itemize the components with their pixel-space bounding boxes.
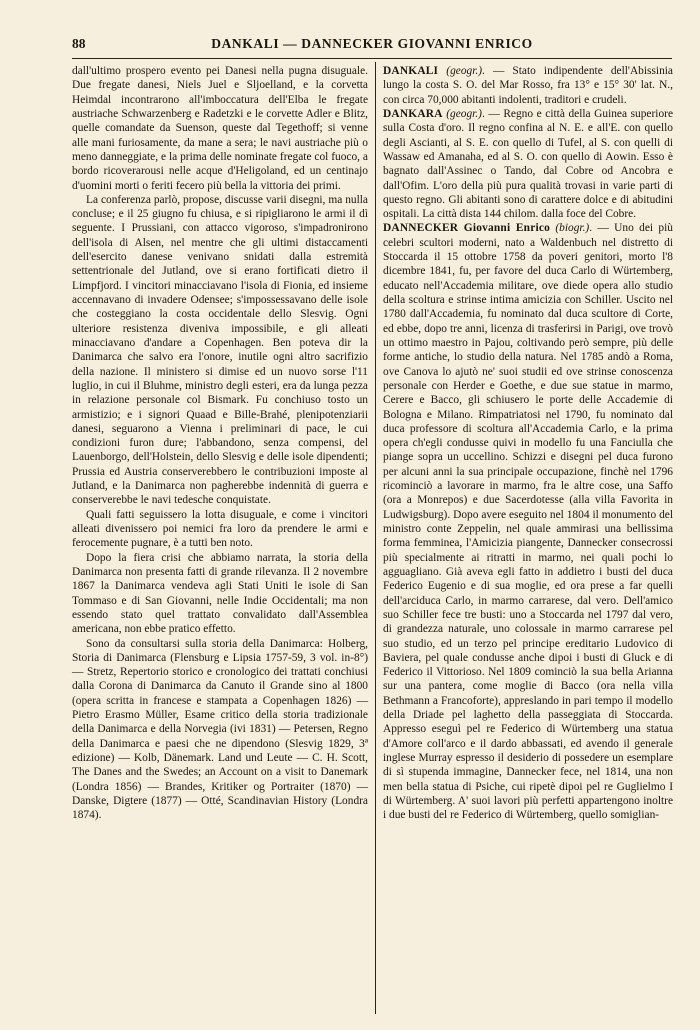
paragraph: dall'ultimo prospero evento pei Danesi nella pugna disuguale. Due fregate danesi, Niels Juel e Sljoelland, e la corvetta Heimdal incontrarono all'imboccatura dell'Elba le fregate austriache Schwarzenberg e Radetzki e le corvette Adler e Blitz, quelle comandate da Suenson, queste dal Tegethoff; si venne alle mani furiosamente, da mane a sera; le navi austriache più o meno danneggiate, e la prima delle nominate fregate col fuoco, a bordo ricoverarousi nelle acque d'Heligoland, ed un centinajo d'uomini morti o feriti fecero più bella la vittoria dei primi. bbox=[72, 65, 368, 192]
entry-category: (biogr.) bbox=[555, 222, 590, 235]
header-rule bbox=[72, 58, 672, 59]
entry-headword: DANKALI bbox=[383, 65, 439, 77]
entry-headword: DANKARA bbox=[383, 107, 443, 120]
running-title: DANKALI — DANNECKER GIOVANNI ENRICO bbox=[211, 36, 533, 51]
paragraph: Sono da consultarsi sulla storia della Danimarca: Holberg, Storia di Danimarca (Flensburg e Lipsia 1757-59, 3 vol. in-8°) — Stretz, Repertorio storico e cronologico dei trattati conchiusi dalla Corona di Danimarca da Canuto il Grande sino al 1800 (opera scritta in francese e stampata a Copenhagen 1826) — Pietro Erasmo Müller, Esame critico della storia tradizionale della Danimarca e della Norvegia (ivi 1831) — Petersen, Regno della Danimarca e paesi che ne dipendono (Slesvig 1829, 3ª edizione) — Kolb, Dänemark. Land und Leute — C. H. Scott, The Danes and the Swedes; an Account on a visit to Danemark (Londra 1856) — Brandes, Kritiker og Portraiter (1870) — Danske, Digtere (1877) — Otté, Scandinavian History (Londra 1874). bbox=[72, 637, 368, 822]
entry-dannecker bbox=[383, 221, 673, 822]
page-number: 88 bbox=[72, 36, 86, 51]
paragraph: Quali fatti seguissero la lotta disuguale, e come i vincitori alleati divenissero poi nemici fra loro da prendere le armi e ferocemente pugnare, è a tutti ben noto. bbox=[72, 508, 368, 550]
running-header bbox=[72, 36, 672, 56]
entry-body: . — Stato indipendente dell'Abissinia lungo la costa S. O. del Mar Rosso, fra 13° e 15° 30' lat. N., con circa 70,000 abitanti indolenti, traditori e crudeli. bbox=[383, 65, 673, 106]
column-divider bbox=[375, 62, 376, 1014]
entry-body: . — Uno dei più celebri scultori moderni, nato a Waldenbuch nel distretto di Stoccarda il 15 ottobre 1758 da poveri genitori, morto l'8 dicembre 1841, fu, per favore del duca Carlo di Würtemberg, educato nell'Accademia militare, ove diede opera allo studio della scoltura e strinse intima amicizia con Schiller. Uscito nel 1780 dall'Accademia, fu nominato dal duca scultore di Corte, ed ebbe, dopo tre anni, licenza di trasferirsi in Parigi, ove trovò un ottimo maestro in Pajou, coltivando però sempre, più delle forme antiche, lo studio della natura. Nel 1785 andò a Roma, ove Canova lo ajutò ne' suoi studii ed ove strinse conoscenza personale con Herder e Goethe, e due sue statue in marmo, Cerere e Bacco, gli schiusero le porte delle Accademie di Bologna e Milano. Rimpatriatosi nel 1790, fu nominato dal duca professore di scoltura all'Accademia Carlo, e la prima opera ch'egli condusse quivi in modello fu una Fanciulla che piange sopra un uccellino. Schizzi e disegni pel duca furono per alcuni anni la sua principale occupazione, finchè nel 1796 ricominciò a lavorare in marmo, fra le altre cose, una Saffo (ora a Monrepos) e due Sacerdotesse (alla villa Favorita in Ludwigsburg). Dopo avere eseguito nel 1804 il monumento del ministro conte Zeppelin, nel quale ammirasi una bellissima forma femminea, l'Amicizia piangente, Dannecker consecrossi più specialmente ai ritratti in marmo, nei quali pochi lo agguagliano. Già aveva egli fatto in addietro i busti del duca Federico Eugenio e di sua moglie, ed ora prese a far quelli dell'arciduca Carlo, in marmo carrarese, dal vero. Dell'amico suo Schiller fece tre busti: uno a Stoccarda nel 1797 dal vero, di grandezza naturale, uno colossale in marmo carrarese pel suo studio, ed un terzo pel principe ereditario Ludovico di Baviera, pel quale condusse anche dipoi i busti di Gluck e di Federico il Vittorioso. Nel 1809 cominciò la sua bella Arianna sur una pantera, come moglie di Bacco (ora nella villa Bethmann a Francoforte), appreslando in pari tempo il modello della Driade pel laghetto della passeggiata di Stoccarda. Appresso eseguì pel re Federico di Würtemberg una statua d'Amore coll'arco e il dardo abbassati, ed avendo il generale inglese Murray espresso il desiderio di possedere un esemplare di sì stupenda immagine, Dannecker fece, nel 1814, una non men bella statua di Psiche, cui ripetè dipoi pel re Guglielmo I di Würtemberg. A' suoi lavori più perfetti appartengono inoltre i due busti del re Federico di Würtemberg, quello somiglian- bbox=[383, 222, 673, 822]
entry-category: (geogr.) bbox=[446, 65, 483, 77]
paragraph: La conferenza parlò, propose, discusse varii disegni, ma nulla concluse; e il 25 giugno fu chiusa, e si ripigliarono le armi il dì seguente. I Prussiani, con attacco vigoroso, s'impadronirono dell'isola di Alsen, nel mentre che gli ultimi distaccamenti dell'esercito danese venivano snidati dalla estremità settentrionale del Jutland, ove si erano fortificati dietro il Limpfjord. I vincitori minacciavano l'isola di Fionia, ed insieme accennavano di invadere Odensee; s'impossessavano delle isole che costeggiano la costa occidentale dello Slesvig. Ogni ulteriore resistenza diveniva impossibile, e gli alleati minacciavano d'andare a Copenhagen. Ben poteva dir la Danimarca che salvo era l'onore, inutile ogni altro sacrifizio della nazione. Il ministero si dimise ed un nuovo sorse l'11 luglio, in cui il Bluhme, ministro degli esteri, era da lunga pezza in relazione personale col Bismark. Fu conchiuso tosto un armistizio; e i signori Quaad e Bille-Brahé, plenipotenziarii danesi, seguarono a Vienna i preliminari di pace, le cui condizioni furon dure; l'abbandono, senza compensi, del Lauenborgo, dell'Holstein, dello Slesvig e delle isole dipendenti; Prussia ed Austria conserverebbero le contribuzioni imposte al Jutland, e la Danimarca non pagherebbe indennità di guerra e conserverebbe le navi tedesche conquistate. bbox=[72, 193, 368, 507]
entry-body: . — Regno e città della Guinea superiore sulla Costa d'oro. Il regno confina al N. E. e all'E. con quello degli Ascianti, al S. E. con quello di Tufel, al S. con quelli di Wassaw ed Amanaha, ed al S. O. con quello di Aowin. Esso è bagnato dall'Assinec o Tando, dal Cobre od Ancobra e dall'Ofim. L'oro della più pura qualità trovasi in varie parti di questo regno. Gli abitanti sono di carattere dolce e di abitudini ospitali. La città dista 144 chilom. dalla foce del Cobre. bbox=[383, 107, 673, 221]
left-column bbox=[72, 64, 368, 823]
entry-dankali bbox=[383, 64, 673, 107]
right-column bbox=[383, 64, 673, 823]
entry-category: (geogr.) bbox=[446, 107, 482, 120]
paragraph: Dopo la fiera crisi che abbiamo narrata, la storia della Danimarca non presenta fatti di grande rilevanza. Il 2 novembre 1867 la Danimarca vendeva agli Stati Uniti le isole di San Tommaso e di San Giovanni, nelle Indie Occidentali; ma non essendo stato quel trattato convalidato dall'Assemblea americana, non ebbe pratico effetto. bbox=[72, 551, 368, 636]
entry-dankara bbox=[383, 107, 673, 222]
entry-headword: DANNECKER Giovanni Enrico bbox=[383, 222, 550, 235]
